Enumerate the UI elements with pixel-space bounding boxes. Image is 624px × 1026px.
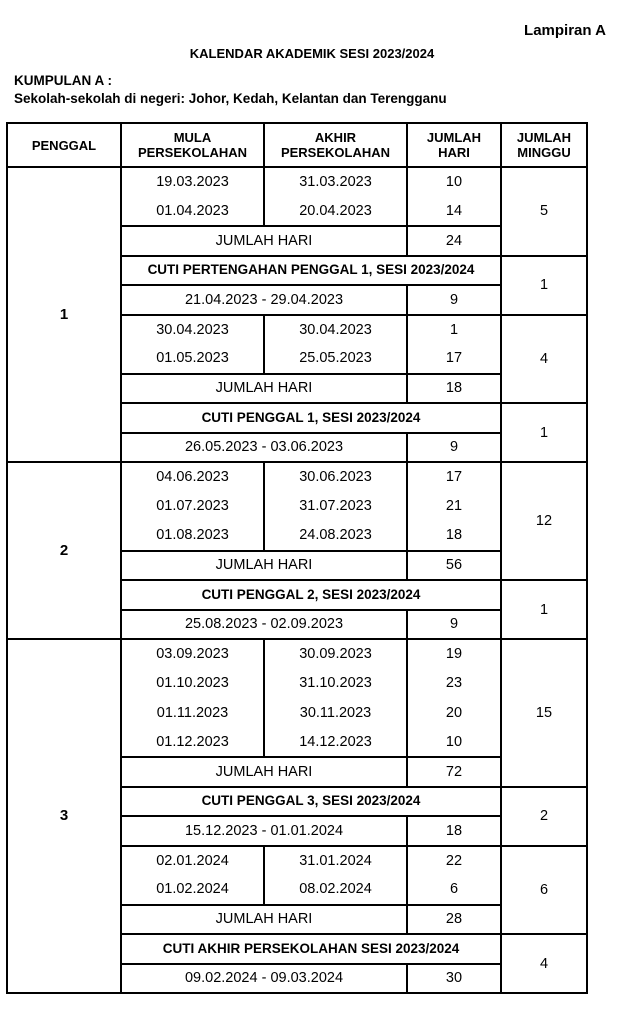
start-date: 02.01.2024 <box>121 846 264 876</box>
day-count: 20 <box>407 698 501 728</box>
start-date: 01.10.2023 <box>121 669 264 699</box>
start-date: 01.04.2023 <box>121 197 264 227</box>
week-count: 2 <box>501 787 587 846</box>
start-date: 01.05.2023 <box>121 344 264 374</box>
group-label: KUMPULAN A : <box>14 73 112 88</box>
day-count: 21 <box>407 492 501 522</box>
table-row <box>7 167 587 197</box>
day-count: 18 <box>407 521 501 551</box>
week-count: 6 <box>501 846 587 935</box>
end-date: 20.04.2023 <box>264 197 407 227</box>
day-count: 9 <box>407 285 501 315</box>
end-date: 30.11.2023 <box>264 698 407 728</box>
end-date: 30.06.2023 <box>264 462 407 492</box>
document-title: KALENDAR AKADEMIK SESI 2023/2024 <box>189 46 435 61</box>
week-count: 5 <box>501 167 587 256</box>
total-label: JUMLAH HARI <box>121 905 407 935</box>
day-count: 17 <box>407 344 501 374</box>
day-count: 6 <box>407 875 501 905</box>
week-count: 1 <box>501 403 587 462</box>
group-info <box>14 72 447 108</box>
total-days: 18 <box>407 374 501 404</box>
break-range: 21.04.2023 - 29.04.2023 <box>121 285 407 315</box>
header-hari: JUMLAH HARI <box>407 123 501 167</box>
day-count: 30 <box>407 964 501 994</box>
start-date: 01.02.2024 <box>121 875 264 905</box>
lampiran-label: Lampiran A <box>524 22 606 39</box>
start-date: 19.03.2023 <box>121 167 264 197</box>
table-row <box>7 639 587 669</box>
start-date: 01.08.2023 <box>121 521 264 551</box>
end-date: 31.03.2023 <box>264 167 407 197</box>
day-count: 9 <box>407 433 501 463</box>
total-days: 24 <box>407 226 501 256</box>
total-label: JUMLAH HARI <box>121 374 407 404</box>
penggal-number: 3 <box>7 639 121 993</box>
header-penggal: PENGGAL <box>7 123 121 167</box>
end-date: 31.01.2024 <box>264 846 407 876</box>
day-count: 22 <box>407 846 501 876</box>
total-days: 28 <box>407 905 501 935</box>
week-count: 15 <box>501 639 587 787</box>
break-range: 15.12.2023 - 01.01.2024 <box>121 816 407 846</box>
week-count: 4 <box>501 315 587 404</box>
start-date: 01.12.2023 <box>121 728 264 758</box>
header-akhir: AKHIR PERSEKOLAHAN <box>264 123 407 167</box>
start-date: 30.04.2023 <box>121 315 264 345</box>
day-count: 9 <box>407 610 501 640</box>
academic-calendar-table <box>6 122 588 994</box>
break-title: CUTI PENGGAL 3, SESI 2023/2024 <box>121 787 501 817</box>
total-label: JUMLAH HARI <box>121 757 407 787</box>
end-date: 24.08.2023 <box>264 521 407 551</box>
total-days: 56 <box>407 551 501 581</box>
day-count: 23 <box>407 669 501 699</box>
end-date: 08.02.2024 <box>264 875 407 905</box>
day-count: 10 <box>407 728 501 758</box>
break-range: 09.02.2024 - 09.03.2024 <box>121 964 407 994</box>
total-days: 72 <box>407 757 501 787</box>
end-date: 14.12.2023 <box>264 728 407 758</box>
start-date: 01.07.2023 <box>121 492 264 522</box>
week-count: 4 <box>501 934 587 993</box>
penggal-number: 1 <box>7 167 121 462</box>
break-title: CUTI PERTENGAHAN PENGGAL 1, SESI 2023/2024 <box>121 256 501 286</box>
total-label: JUMLAH HARI <box>121 551 407 581</box>
break-title: CUTI PENGGAL 1, SESI 2023/2024 <box>121 403 501 433</box>
break-title: CUTI AKHIR PERSEKOLAHAN SESI 2023/2024 <box>121 934 501 964</box>
start-date: 04.06.2023 <box>121 462 264 492</box>
header-mula: MULA PERSEKOLAHAN <box>121 123 264 167</box>
day-count: 19 <box>407 639 501 669</box>
break-range: 26.05.2023 - 03.06.2023 <box>121 433 407 463</box>
header-minggu: JUMLAH MINGGU <box>501 123 587 167</box>
end-date: 31.10.2023 <box>264 669 407 699</box>
penggal-number: 2 <box>7 462 121 639</box>
day-count: 1 <box>407 315 501 345</box>
day-count: 14 <box>407 197 501 227</box>
start-date: 03.09.2023 <box>121 639 264 669</box>
day-count: 18 <box>407 816 501 846</box>
end-date: 30.09.2023 <box>264 639 407 669</box>
end-date: 25.05.2023 <box>264 344 407 374</box>
day-count: 10 <box>407 167 501 197</box>
start-date: 01.11.2023 <box>121 698 264 728</box>
break-range: 25.08.2023 - 02.09.2023 <box>121 610 407 640</box>
week-count: 1 <box>501 580 587 639</box>
total-label: JUMLAH HARI <box>121 226 407 256</box>
week-count: 12 <box>501 462 587 580</box>
week-count: 1 <box>501 256 587 315</box>
day-count: 17 <box>407 462 501 492</box>
group-states: Sekolah-sekolah di negeri: Johor, Kedah, Kelantan dan Terengganu <box>14 91 447 106</box>
break-title: CUTI PENGGAL 2, SESI 2023/2024 <box>121 580 501 610</box>
end-date: 30.04.2023 <box>264 315 407 345</box>
end-date: 31.07.2023 <box>264 492 407 522</box>
table-row <box>7 462 587 492</box>
